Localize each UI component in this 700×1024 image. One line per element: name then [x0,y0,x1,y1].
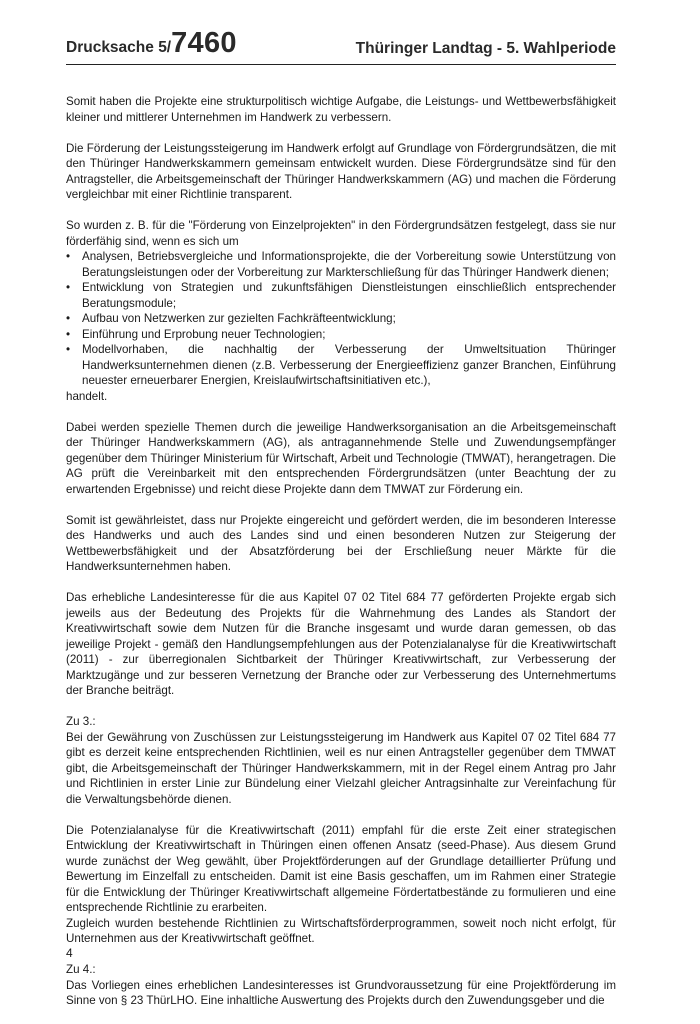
paragraph-7: Bei der Gewährung von Zuschüssen zur Leistungssteigerung im Handwerk aus Kapitel 07 02 Titel 684 77 gibt es derzeit keine entsprechenden Richtlinien, weil es nur einen Antragsteller gegenüber dem TMWAT gibt, die Arbeitsgemeinschaft der Thüringer Handwerkskammern, mit in der Regel einem Antrag pro Jahr und Richtlinien in erster Linie zur Bündelung einer Vielzahl gleicher Antragsinhalte zur Vereinfachung für die Verwaltungsbehörde dienen. [66,730,616,806]
drucksache-label [66,29,237,58]
section-heading-zu-4: Zu 4.: [66,963,96,976]
paragraph-5: Somit ist gewährleistet, dass nur Projekte eingereicht und gefördert werden, die im besonderen Interesse des Handwerks und auch des Landes sind und einen besonderen Nutzen zur Steigerung der Wettbewerbsfähigkeit und der Absatzförderung bei der Erschließung neuer Märkte für die Handwerksunternehmen haben. [66,513,616,573]
parliament-title: Thüringer Landtag - 5. Wahlperiode [355,40,616,57]
page-number: 4 [66,946,73,960]
paragraph-8: Die Potenzialanalyse für die Kreativwirtschaft (2011) empfahl für die erste Zeit einer strategischen Entwicklung der Kreativwirtschaft in Thüringen einen offenen Ansatz (seed-Phase). Aus diesem Grund wurde zunächst der Weg gewählt, über Projektförderungen auf der Grundlage detaillierter Prüfung und Bewertung im Einzelfall zu entscheiden. Damit ist eine Basis geschaffen, um im Rahmen einer Strategie für die Entwicklung der Thüringer Kreativwirtschaft allgemeine Fördertatbestände zu formulieren und eine entsprechende Richtlinie zu erarbeiten. [66,823,616,914]
section-heading-zu-3: Zu 3.: [66,715,96,728]
paragraph-6: Das erhebliche Landesinteresse für die aus Kapitel 07 02 Titel 684 77 geförderten Projekte ergab sich jeweils aus der Bedeutung des Projekts für die Wahrnehmung des Landes als Standort der Kreativwirtschaft sowie dem Nutzen für die Branche insgesamt und wurde daran gemessen, ob das jeweilige Projekt - gemäß den Handlungsempfehlungen aus der Potenzialanalyse für die Kreativwirtschaft (2011) - zur überregionalen Sichtbarkeit der Thüringer Kreativwirtschaft, zur Verbesserung der Marktzugänge und zur besseren Vernetzung der Branche oder zur Verbesserung des Unternehmertums der Branche beiträgt. [66,591,616,697]
list-item: • Modellvorhaben, die nachhaltig der Verbesserung der Umweltsituation Thüringer Handwerksunternehmen dienen (z.B. Verbesserung der Energieeffizienz ganzer Branchen, Einführung neuester erneuerbarer Energien, Kreislaufwirtschaftsinitiativen etc.), [66,342,616,389]
paragraph-10: Das Vorliegen eines erheblichen Landesinteresses ist Grundvoraussetzung für eine Projektförderung im Sinne von § 23 ThürLHO. Eine inhaltliche Auswertung des Projekts durch den Zuwendungsgeber und die [66,978,616,1007]
list-item: • Aufbau von Netzwerken zur gezielten Fachkräfteentwicklung; [66,311,616,327]
drucksache-prefix: Drucksache 5/ [66,39,172,56]
document-body [66,94,616,1024]
list-item: • Entwicklung von Strategien und zukunftsfähigen Dienstleistungen einschließlich entsprechender Beratungsmodule; [66,280,616,311]
paragraph-3-outro: handelt. [66,389,108,403]
eligibility-list [66,249,616,389]
list-item: • Einführung und Erprobung neuer Technologien; [66,327,616,343]
paragraph-1: Somit haben die Projekte eine strukturpolitisch wichtige Aufgabe, die Leistungs- und Wettbewerbsfähigkeit kleiner und mittlerer Unternehmen im Handwerk zu verbessern. [66,95,616,124]
drucksache-number: 7460 [171,27,237,59]
page-header [66,28,616,65]
paragraph-2: Die Förderung der Leistungssteigerung im Handwerk erfolgt auf Grundlage von Fördergrundsätzen, die mit den Thüringer Handwerkskammern gemeinsam entwickelt wurden. Diese Fördergrundsätze sind für den Antragsteller, die Arbeitsgemeinschaft der Thüringer Handwerkskammern (AG) und machen die Förderung vergleichbar mit einer Richtlinie transparent. [66,141,616,201]
paragraph-9: Zugleich wurden bestehende Richtlinien zu Wirtschaftsförderprogrammen, soweit noch nicht erfolgt, für Unternehmen aus der Kreativwirtschaft geöffnet. [66,916,616,945]
list-item: • Analysen, Betriebsvergleiche und Informationsprojekte, die der Vorbereitung sowie Unterstützung von Beratungsleistungen oder der Vorbereitung zur Markterschließung für das Thüringer Handwerk dienen; [66,249,616,280]
paragraph-3-intro: So wurden z. B. für die "Förderung von Einzelprojekten" in den Fördergrundsätzen festgelegt, dass sie nur förderfähig sind, wenn es sich um [66,219,616,248]
paragraph-4: Dabei werden spezielle Themen durch die jeweilige Handwerksorganisation an die Arbeitsgemeinschaft der Thüringer Handwerkskammern (AG), als antragannehmende Stelle und Zuwendungsempfänger gegenüber dem Thüringer Ministerium für Wirtschaft, Arbeit und Technologie (TMWAT), herangetragen. Die AG prüft die Vereinbarkeit mit den entsprechenden Fördergrundsätzen (unter Beachtung der zu erwartenden Ergebnisse) und reicht diese Projekte dann dem TMWAT zur Förderung ein. [66,420,616,496]
